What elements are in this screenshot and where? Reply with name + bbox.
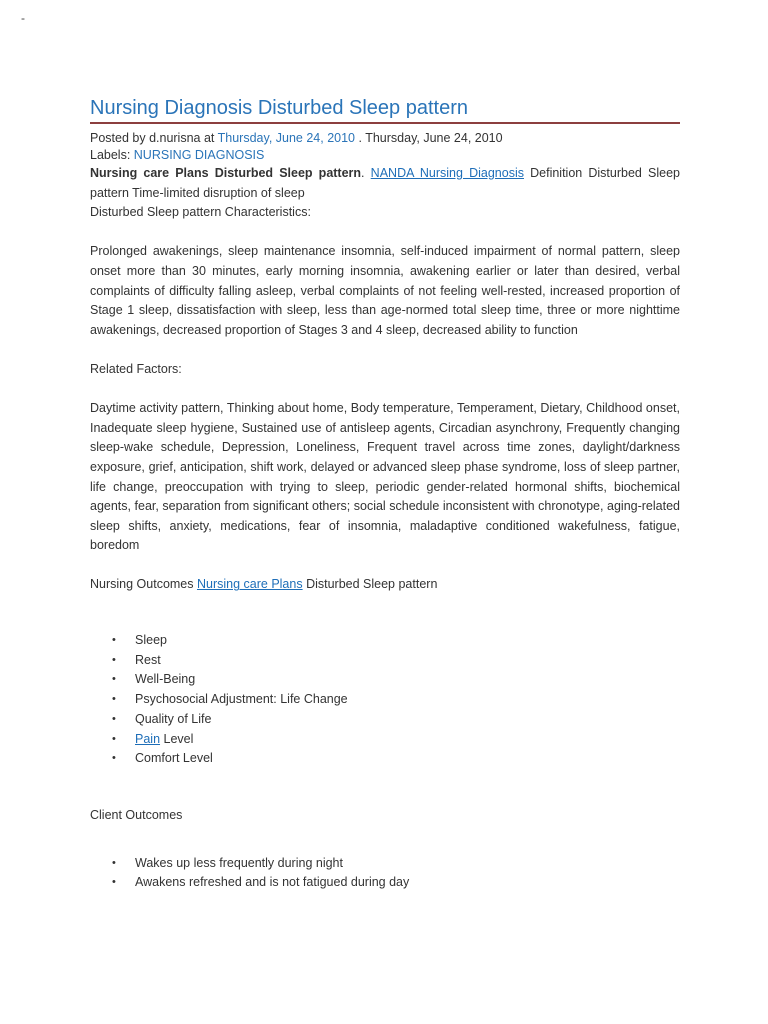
list-item: • Quality of Life xyxy=(90,710,680,730)
related-heading: Related Factors: xyxy=(90,361,182,376)
list-item-pain xyxy=(90,730,680,750)
intro-sep: . xyxy=(361,166,371,180)
list-item: • Psychosocial Adjustment: Life Change xyxy=(90,690,680,710)
related-text: Daytime activity pattern, Thinking about home, Body temperature, Temperament, Dietary, Childhood onset, Inadequate sleep hygiene, Sustained use of antisleep agents, Circadian asynchrony, Frequently changing sleep-wake schedule, Depression, Loneliness, Frequent travel across time zones, daylight/darkness exposure, grief, anticipation, shift work, delayed or advanced sleep phase syndrome, loss of sleep partner, life change, preoccupation with trying to sleep, periodic gender-related hormonal shifts, biochemical agents, fear, separation from significant others; social schedule inconsistent with chronotype, aging-related sleep shifts, anxiety, medications, fear of insomnia, maladaptive conditioned wakefulness, fatigue, boredom xyxy=(90,401,680,553)
pain-link[interactable]: Pain xyxy=(135,731,161,746)
intro-bold: Nursing care Plans Disturbed Sleep pattern xyxy=(90,166,362,180)
client-outcomes-heading: Client Outcomes xyxy=(90,807,183,822)
posted-prefix: Posted by d.nurisna at xyxy=(90,131,218,145)
labels-prefix: Labels: xyxy=(90,148,134,162)
characteristics-heading: Disturbed Sleep pattern Characteristics: xyxy=(90,205,311,220)
list-item: • Sleep xyxy=(90,631,680,651)
list-item: • Well-Being xyxy=(90,670,680,690)
intro-paragraph xyxy=(90,164,680,203)
outcomes-suffix: Disturbed Sleep pattern xyxy=(302,577,438,592)
post-meta xyxy=(90,130,680,164)
list-item: • Rest xyxy=(90,651,680,671)
list-item: • Comfort Level xyxy=(90,749,680,769)
client-outcomes-list xyxy=(90,854,680,893)
posted-line xyxy=(90,130,680,147)
nursing-care-plans-link[interactable]: Nursing care Plans xyxy=(196,577,303,592)
outcomes-line xyxy=(90,575,680,595)
nanda-link[interactable]: NANDA Nursing Diagnosis xyxy=(370,166,524,180)
posted-suffix: . Thursday, June 24, 2010 xyxy=(355,131,503,145)
outcomes-prefix: Nursing Outcomes xyxy=(90,577,197,592)
characteristics-text: Prolonged awakenings, sleep maintenance insomnia, self-induced impairment of normal pattern, sleep onset more than 30 minutes, early morning insomnia, awakening earlier or later than desired, verbal complaints of difficulty falling asleep, verbal complaints of not feeling well-rested, increased proportion of Stage 1 sleep, dissatisfaction with sleep, less than age-normed total sleep time, three or more nighttime awakenings, decreased proportion of Stages 3 and 4 sleep, decreased ability to function xyxy=(90,244,680,337)
post-title[interactable]: Nursing Diagnosis Disturbed Sleep pattern xyxy=(90,95,680,124)
post-content xyxy=(90,95,680,893)
labels-line xyxy=(90,147,680,164)
list-item: • Awakens refreshed and is not fatigued during day xyxy=(90,873,680,893)
nursing-outcomes-list xyxy=(90,631,680,769)
intro-rest: Definition Disturbed Sleep pattern Time-limited disruption of sleep xyxy=(90,166,680,200)
corner-mark: - xyxy=(21,11,25,25)
pain-rest: Level xyxy=(160,731,194,746)
label-link[interactable]: NURSING DIAGNOSIS xyxy=(133,148,265,162)
post-date-link[interactable]: Thursday, June 24, 2010 xyxy=(217,131,356,145)
list-item: • Wakes up less frequently during night xyxy=(90,854,680,874)
